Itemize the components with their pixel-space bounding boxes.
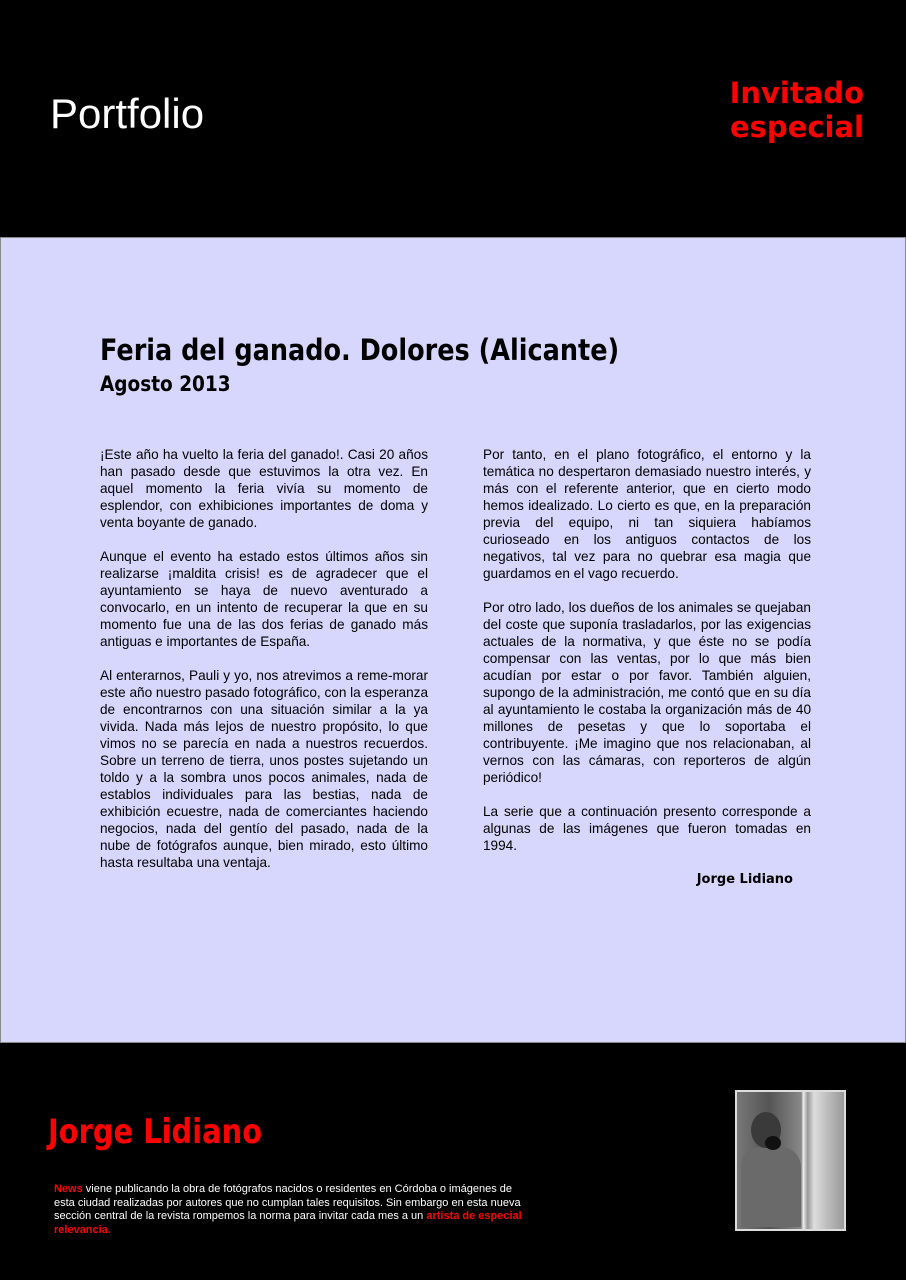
article-date: Agosto 2013 bbox=[100, 372, 231, 396]
signature: Jorge Lidiano bbox=[696, 872, 793, 887]
article-column-left bbox=[100, 446, 428, 888]
paragraph: Por otro lado, los dueños de los animales se quejaban del coste que suponía trasladarlos, por las exigencias actuales de la normativa, y que éste no se podía compensar con las ventas, por lo que más bien acudían por estar o por favor. También alguien, supongo de la administración, me contó que en su día al ayuntamiento le costaba la organización más de 40 millones de pesetas y que lo soportaba el contribuyente. ¡Me imagino que nos relacionaban, al vernos con las cámaras, con reporteros de algún periódico! bbox=[483, 600, 811, 785]
note-highlight: artista de especial relevancia. bbox=[54, 1210, 522, 1236]
article-column-right bbox=[483, 446, 811, 888]
author-name: Jorge Lidiano bbox=[48, 1112, 263, 1152]
section-note bbox=[54, 1183, 534, 1237]
camera-icon bbox=[765, 1136, 781, 1150]
brand-name: News bbox=[54, 1183, 83, 1195]
article-title: Feria del ganado. Dolores (Alicante) bbox=[100, 333, 620, 367]
paragraph: La serie que a continuación presento corresponde a algunas de las imágenes que fueron tomadas en 1994. bbox=[483, 804, 811, 853]
paragraph: Al enterarnos, Pauli y yo, nos atrevimos a reme-morar este año nuestro pasado fotográfico, con la esperanza de encontrarnos con una situación similar a la ya vivida. Nada más lejos de nuestro propósito, lo que vimos no se parecía en nada a nuestros recuerdos. Sobre un terreno de tierra, unos postes sujetando un toldo y a la sombra unos pocos animales, nada de establos individuales para las bestias, nada de exhibición ecuestre, nada de comerciantes haciendo negocios, nada del gentío del pasado, nada de la nube de fotógrafos aunque, bien mirado, esto último hasta resultaba una ventaja. bbox=[100, 668, 428, 870]
guest-badge-line1: Invitado bbox=[729, 76, 864, 110]
paragraph: Por tanto, en el plano fotográfico, el entorno y la temática no despertaron demasiado nuestro interés, y más con el referente anterior, que en cierto modo hemos idealizado. Lo cierto es que, en la preparación previa del equipo, ni tan siquiera habíamos curioseado en los antiguos contactos de los negativos, tal vez para no quebrar esa magia que guardamos en el vago recuerdo. bbox=[483, 447, 811, 581]
guest-badge bbox=[730, 76, 864, 144]
paragraph: ¡Este año ha vuelto la feria del ganado!. Casi 20 años han pasado desde que estuvimos la otra vez. En aquel momento la feria vivía su momento de esplendor, con exhibiciones importantes de doma y venta boyante de ganado. bbox=[100, 447, 428, 530]
note-text: viene publicando la obra de fotógrafos nacidos o residentes en Córdoba o imágenes de esta ciudad realizadas por autores que no cumplan tales requisitos. Sin embargo en esta nueva sección central de la revista rompemos la norma para invitar cada mes a un bbox=[54, 1183, 521, 1222]
guest-badge-line2: especial bbox=[730, 110, 864, 144]
section-title: Portfolio bbox=[50, 90, 205, 137]
paragraph: Aunque el evento ha estado estos últimos años sin realizarse ¡maldita crisis! es de agradecer que el ayuntamiento se haya de nuevo aventurado a convocarlo, en un intento de recuperar la que en su momento fue una de las dos ferias de ganado más antiguas e importantes de España. bbox=[100, 549, 428, 649]
author-portrait-photo bbox=[735, 1090, 846, 1231]
portrait-figure bbox=[741, 1147, 801, 1227]
